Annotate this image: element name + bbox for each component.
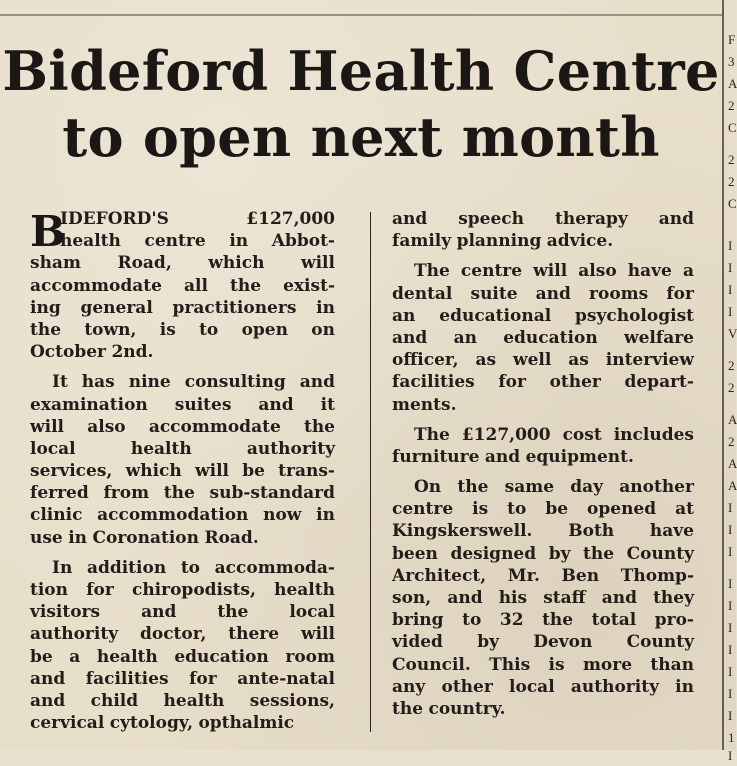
margin-fragment: A: [728, 412, 737, 427]
adjacent-column-fragment: [726, 0, 737, 763]
article-text-line: an educational psychologist: [392, 305, 694, 326]
article-text-line: On the same day another: [414, 477, 694, 498]
article-text-line: tion for chiropodists, health: [30, 580, 335, 600]
margin-fragment: 1: [728, 730, 735, 745]
headline-line-1: Bideford Health Centre: [2, 39, 720, 103]
margin-fragment: 2: [728, 434, 735, 449]
margin-fragment: I: [728, 598, 733, 613]
article-text-line: be a health education room: [30, 646, 335, 667]
article-text-line: In addition to accommoda-: [52, 557, 335, 578]
article-text-line: furniture and equipment.: [392, 446, 634, 467]
margin-fragment: 2: [728, 380, 735, 395]
margin-fragment: V: [728, 326, 737, 341]
article-text-line: officer, as well as interview: [392, 350, 694, 371]
margin-fragment: I: [728, 260, 733, 275]
article-text-line: will also accommodate the: [30, 416, 335, 437]
article-text-line: dental suite and rooms for: [392, 283, 694, 304]
article-column-right: [392, 208, 694, 720]
article-text-line: clinic accommodation now in: [30, 505, 335, 526]
margin-fragment: 2: [728, 152, 735, 167]
article-text-line: visitors and the local: [30, 602, 335, 623]
article-text-line: It has nine consulting and: [52, 372, 335, 393]
margin-fragment: I: [728, 282, 733, 297]
margin-fragment: 2: [728, 174, 735, 189]
margin-fragment: I: [728, 664, 733, 679]
margin-fragment: I: [728, 642, 733, 657]
article-text-line: Kingskerswell. Both have: [392, 521, 694, 542]
article-text-line: ing general practitioners in: [30, 297, 335, 318]
article-text-line: and an education welfare: [392, 327, 694, 348]
margin-fragment: F: [728, 32, 736, 47]
margin-fragment: I: [728, 686, 733, 701]
article-text-line: sham Road, which will: [30, 253, 335, 274]
article-text-line: The centre will also have a: [414, 261, 694, 282]
article-text-line: authority doctor, there will: [30, 624, 335, 645]
article-column-left: [30, 208, 335, 734]
article-text-line: and child health sessions,: [30, 690, 335, 711]
article-text-line: IDEFORD'S £127,000: [60, 209, 335, 229]
margin-fragment: I: [728, 748, 733, 763]
margin-fragment: I: [728, 238, 733, 253]
article-text-line: family planning advice.: [392, 231, 614, 252]
top-rule: [0, 14, 722, 16]
margin-fragment: C: [728, 196, 737, 211]
margin-fragment: I: [728, 304, 733, 319]
article-text-line: Council. This is more than: [392, 654, 694, 675]
article-text-line: been designed by the County: [392, 543, 694, 564]
article-text-line: October 2nd.: [30, 342, 154, 363]
drop-cap: B: [30, 207, 66, 256]
margin-fragment: I: [728, 544, 733, 559]
margin-fragment: I: [728, 522, 733, 537]
article-text-line: health centre in Abbot-: [60, 231, 335, 252]
article-text-line: use in Coronation Road.: [30, 527, 259, 548]
article-text-line: centre is to be opened at: [392, 499, 694, 520]
margin-fragment: 2: [728, 358, 735, 373]
article-text-line: services, which will be trans-: [30, 461, 335, 482]
margin-fragment: 3: [728, 54, 735, 69]
headline: [0, 38, 722, 170]
article-text-line: any other local authority in: [392, 676, 694, 697]
margin-fragment: A: [728, 456, 737, 471]
article-text-line: and facilities for ante-natal: [30, 668, 335, 689]
column-divider: [370, 212, 371, 732]
article-text-line: cervical cytology, opthalmic: [30, 713, 295, 734]
margin-fragment: A: [728, 76, 737, 91]
margin-fragment: I: [728, 576, 733, 591]
article-text-line: examination suites and it: [30, 394, 335, 415]
margin-fragment: A: [728, 478, 737, 493]
article-text-line: facilities for other depart-: [392, 372, 694, 393]
headline-line-2: to open next month: [62, 105, 660, 169]
article-text-line: vided by Devon County: [392, 632, 694, 653]
article-text-line: Architect, Mr. Ben Thomp-: [392, 565, 694, 586]
article-text-line: accommodate all the exist-: [30, 275, 335, 296]
article-text-line: The £127,000 cost includes: [414, 424, 694, 445]
article-text-line: ferred from the sub-standard: [30, 483, 335, 504]
article-text-line: and speech therapy and: [392, 209, 694, 229]
article-text-line: the town, is to open on: [30, 319, 335, 340]
article-text-line: local health authority: [30, 438, 335, 459]
margin-fragment: 2: [728, 98, 735, 113]
article-text-line: the country.: [392, 698, 506, 719]
margin-fragment: I: [728, 500, 733, 515]
margin-fragment: I: [728, 620, 733, 635]
article-text-line: ments.: [392, 394, 457, 415]
right-column-rule: [722, 0, 724, 750]
article-text-line: bring to 32 the total pro-: [392, 610, 694, 631]
article-text-line: son, and his staff and they: [392, 588, 694, 608]
margin-fragment: I: [728, 708, 733, 723]
margin-fragment: C: [728, 120, 737, 135]
